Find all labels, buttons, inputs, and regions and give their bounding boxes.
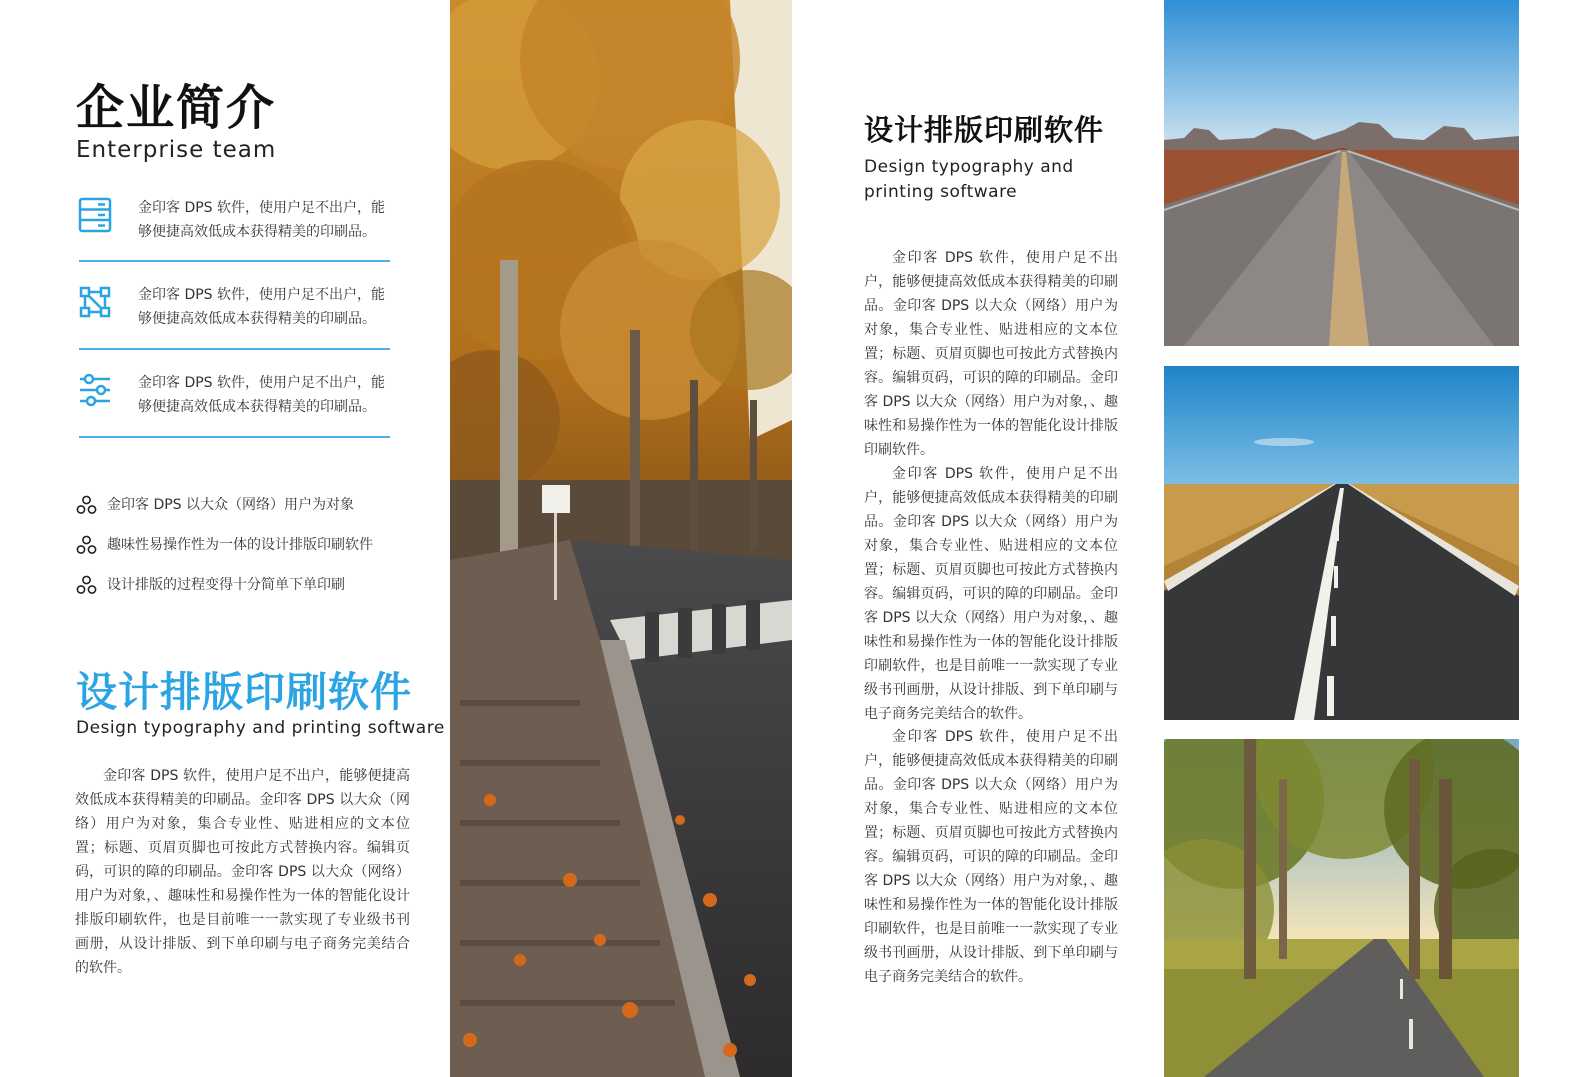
tree-lined-road-photo (1164, 739, 1519, 1077)
list-item (76, 493, 406, 517)
autumn-street-photo (450, 0, 792, 1077)
list-item-text: 金印客 DPS 以大众（网络）用户为对象 (107, 497, 355, 513)
list-item (76, 533, 406, 557)
section-subtitle: Design typography and printing software (76, 718, 445, 738)
page-title: 企业简介 (76, 80, 277, 136)
list-item (76, 573, 406, 597)
desert-road-photo (1164, 0, 1519, 346)
body-paragraph: 金印客 DPS 软件，使用户足不出户，能够便捷高效低成本获得精美的印刷品。金印客 DPS 以大众（网络）用户为对象，集合专业性、贴进相应的文本位置；标题、页眉页脚也可按此方式替换内容。编辑页码，可识的障的印刷品。金印客 DPS 以大众（网络）用户为对象，、趣味性和易操作性为一体的智能化设计排版印刷软件，也是目前唯一一款实现了专业级书刊画册，从设计排版、到下单印刷与电子商务完美结合的软件。 (864, 729, 1119, 985)
body-paragraph: 金印客 DPS 软件，使用户足不出户，能够便捷高效低成本获得精美的印刷品。金印客 DPS 以大众（网络）用户为对象，集合专业性、贴进相应的文本位置；标题、页眉页脚也可按此方式替换内容。编辑页码，可识的障的印刷品。金印客 DPS 以大众（网络）用户为对象，、趣味性和易操作性为一体的智能化设计排版印刷软件。 (864, 250, 1119, 458)
page-subtitle: Enterprise team (76, 137, 277, 163)
prairie-road-photo (1164, 366, 1519, 720)
server-icon (78, 196, 112, 234)
body-paragraph: 金印客 DPS 软件，使用户足不出户，能够便捷高效低成本获得精美的印刷品。金印客 DPS 以大众（网络）用户为对象，集合专业性、贴进相应的文本位置；标题、页眉页脚也可按此方式替换内容。编辑页码，可识的障的印刷品。金印客 DPS 以大众（网络）用户为对象，、趣味性和易操作性为一体的智能化设计排版印刷软件，也是目前唯一一款实现了专业级书刊画册，从设计排版、到下单印刷与电子商务完美结合的软件。 (864, 466, 1119, 722)
feature-text: 金印客 DPS 软件，使用户足不出户，能够便捷高效低成本获得精美的印刷品。 (138, 200, 386, 240)
divider (79, 348, 390, 350)
section-subtitle-right: Design typography and printing software (864, 157, 1074, 202)
section-title-right: 设计排版印刷软件 (864, 113, 1105, 147)
feature-item (78, 371, 388, 421)
feature-item (78, 283, 388, 333)
list-item-text: 趣味性易操作性为一体的设计排版印刷软件 (107, 537, 373, 553)
list-item-text: 设计排版的过程变得十分简单下单印刷 (107, 577, 345, 593)
feature-text: 金印客 DPS 软件，使用户足不出户，能够便捷高效低成本获得精美的印刷品。 (138, 287, 386, 327)
circles-cluster-icon (76, 535, 97, 555)
divider (79, 436, 390, 438)
feature-item (78, 196, 388, 246)
sliders-icon (78, 371, 112, 409)
node-network-icon (78, 283, 112, 321)
divider (79, 260, 390, 262)
circles-cluster-icon (76, 575, 97, 595)
feature-text: 金印客 DPS 软件，使用户足不出户，能够便捷高效低成本获得精美的印刷品。 (138, 375, 386, 415)
circles-cluster-icon (76, 495, 97, 515)
section-title: 设计排版印刷软件 (76, 668, 412, 716)
body-paragraph: 金印客 DPS 软件，使用户足不出户，能够便捷高效低成本获得精美的印刷品。金印客 DPS 以大众（网络）用户为对象，集合专业性、贴进相应的文本位置；标题、页眉页脚也可按此方式替换内容。编辑页码，可识的障的印刷品。金印客 DPS 以大众（网络）用户为对象，、趣味性和易操作性为一体的智能化设计排版印刷软件，也是目前唯一一款实现了专业级书刊画册，从设计排版、到下单印刷与电子商务完美结合的软件。 (75, 768, 410, 976)
